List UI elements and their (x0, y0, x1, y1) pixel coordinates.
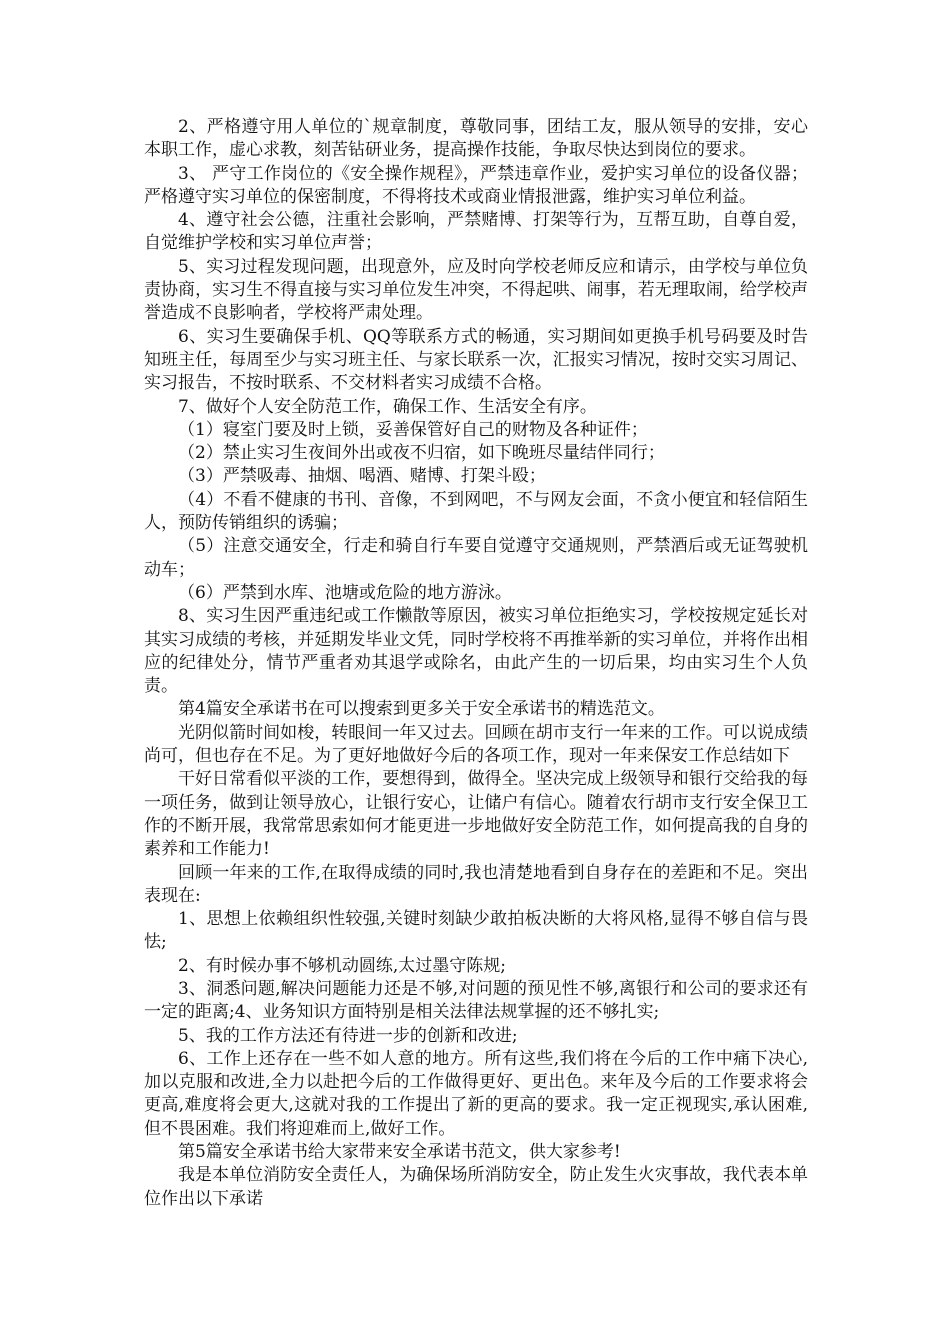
paragraph-rule-4: 4、遵守社会公德，注重社会影响，严禁赌博、打架等行为，互帮互助，自尊自爱，自觉维护学校和实习单位声誉； (144, 210, 808, 254)
paragraph-rule-8: 8、实习生因严重违纪或工作懒散等原因，被实习单位拒绝实习，学校按规定延长对其实习成绩的考核，并延期发毕业文凭，同时学校将不再推举新的实习单位，并将作出相应的纪律处分，情节严重者劝其退学或除名，由此产生的一切后果，均由实习生个人负责。 (144, 606, 808, 697)
paragraph-subrule-4: （4）不看不健康的书刊、音像，不到网吧，不与网友会面，不贪小便宜和轻信陌生人，预防传销组织的诱骗； (144, 489, 808, 534)
paragraph-fire-safety-pledge: 我是本单位消防安全责任人，为确保场所消防安全，防止发生火灾事故，我代表本单位作出以下承诺 (144, 1165, 808, 1209)
paragraph-section-5-intro: 第5篇安全承诺书给大家带来安全承诺书范文，供大家参考! (178, 1142, 621, 1163)
paragraph-shortcoming-3-4: 3、洞悉问题,解决问题能力还是不够,对问题的预见性不够,离银行和公司的要求还有一定的距离;4、业务知识方面特别是相关法律法规掌握的还不够扎实; (144, 978, 808, 1023)
paragraph-daily-work: 干好日常看似平淡的工作，要想得到，做得全。坚决完成上级领导和银行交给我的每一项任务，做到让领导放心，让银行安心，让储户有信心。随着农行胡市支行安全保卫工作的不断开展，我常常思索如何才能更进一步地做好安全防范工作，如何提高我的自身的素养和工作能力! (144, 769, 808, 860)
paragraph-section-4-intro: 第4篇安全承诺书在可以搜索到更多关于安全承诺书的精选范文。 (178, 699, 665, 720)
paragraph-subrule-6: （6）严禁到水库、池塘或危险的地方游泳。 (178, 582, 512, 603)
paragraph-shortcoming-1: 1、思想上依赖组织性较强,关键时刻缺少敢拍板决断的大将风格,显得不够自信与畏怯; (144, 909, 808, 953)
paragraph-subrule-5: （5）注意交通安全，行走和骑自行车要自觉遵守交通规则，严禁酒后或无证驾驶机动车； (144, 536, 808, 580)
paragraph-rule-2: 2、严格遵守用人单位的`规章制度，尊敬同事，团结工友，服从领导的安排，安心本职工作，虚心求教，刻苦钻研业务，提高操作技能，争取尽快达到岗位的要求。 (144, 117, 808, 161)
paragraph-subrule-1: （1）寝室门要及时上锁，妥善保管好自己的财物及各种证件； (178, 419, 648, 440)
paragraph-subrule-2: （2）禁止实习生夜间外出或夜不归宿，如下晚班尽量结伴同行； (178, 443, 665, 464)
paragraph-review: 回顾一年来的工作,在取得成绩的同时,我也清楚地看到自身存在的差距和不足。突出表现在: (144, 862, 808, 906)
document-body (144, 116, 808, 1211)
paragraph-rule-6: 6、实习生要确保手机、QQ等联系方式的畅通，实习期间如更换手机号码要及时告知班主任，每周至少与实习班主任、与家长联系一次，汇报实习情况，按时交实习周记、实习报告，不按时联系、不交材料者实习成绩不合格。 (144, 326, 808, 394)
paragraph-rule-5: 5、实习过程发现问题，出现意外，应及时向学校老师反应和请示，由学校与单位负责协商，实习生不得直接与实习单位发生冲突，不得起哄、闹事，若无理取闹，给学校声誉造成不良影响者，学校将严肃处理。 (144, 256, 808, 324)
paragraph-shortcoming-6: 6、工作上还存在一些不如人意的地方。所有这些,我们将在今后的工作中痛下决心,加以克服和改进,全力以赴把今后的工作做得更好、更出色。来年及今后的工作要求将会更高,难度将会更大,这就对我的工作提出了新的更高的要求。我一定正视现实,承认困难,但不畏困难。我们将迎难而上,做好工作。 (144, 1048, 808, 1139)
paragraph-rule-7: 7、做好个人安全防范工作，确保工作、生活安全有序。 (178, 396, 597, 417)
paragraph-rule-3: 3、 严守工作岗位的《安全操作规程》，严禁违章作业，爱护实习单位的设备仪器；严格遵守实习单位的保密制度，不得将技术或商业情报泄露，维护实习单位利益。 (144, 163, 808, 207)
paragraph-shortcoming-5: 5、我的工作方法还有待进一步的创新和改进; (178, 1025, 518, 1046)
paragraph-summary-intro: 光阴似箭时间如梭，转眼间一年又过去。回顾在胡市支行一年来的工作。可以说成绩尚可，但也存在不足。为了更好地做好今后的各项工作，现对一年来保安工作总结如下 (144, 722, 808, 767)
paragraph-subrule-3: （3）严禁吸毒、抽烟、喝酒、赌博、打架斗殴； (178, 466, 546, 487)
paragraph-shortcoming-2: 2、有时候办事不够机动圆练,太过墨守陈规; (178, 955, 506, 976)
